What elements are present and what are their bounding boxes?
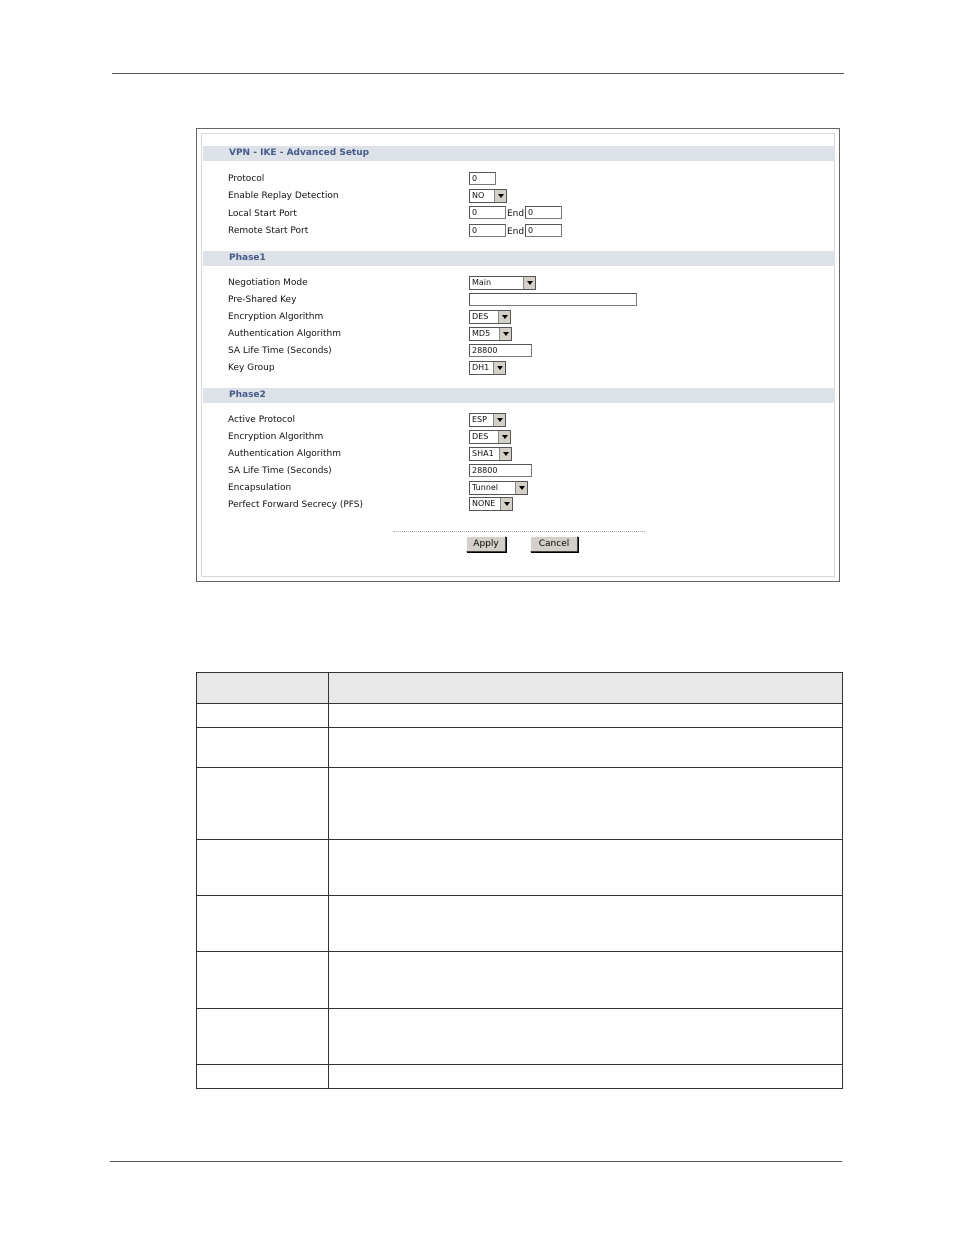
table-header-row (197, 673, 843, 704)
pfs-value: NONE (472, 499, 496, 508)
chevron-down-icon (494, 190, 506, 202)
key-group-value: DH1 (472, 363, 490, 372)
remote-end-label: End (507, 227, 525, 237)
cancel-button[interactable]: Cancel (530, 536, 578, 552)
local-start-port-input[interactable]: 0 (469, 206, 506, 219)
negotiation-mode-label: Negotiation Mode (228, 278, 308, 288)
remote-start-port-label: Remote Start Port (228, 226, 309, 236)
remote-start-port-input[interactable]: 0 (469, 224, 506, 237)
table-cell (197, 728, 329, 768)
table-cell (329, 952, 843, 1009)
table-cell (197, 840, 329, 896)
p1-sa-life-label: SA Life Time (Seconds) (228, 346, 332, 356)
p1-sa-life-input[interactable]: 28800 (469, 344, 532, 357)
table-cell (197, 952, 329, 1009)
key-group-select[interactable] (469, 361, 506, 375)
remote-end-port-input[interactable]: 0 (525, 224, 562, 237)
table-row (197, 952, 843, 1009)
table-row (197, 1009, 843, 1065)
section-header-phase1: Phase1 (203, 251, 835, 266)
chevron-down-icon (500, 498, 512, 510)
table-cell (329, 1009, 843, 1065)
table-row (197, 704, 843, 728)
table-row (197, 1065, 843, 1089)
table-row (197, 840, 843, 896)
p2-encryption-value: DES (472, 432, 489, 441)
active-protocol-label: Active Protocol (228, 415, 295, 425)
p1-encryption-label: Encryption Algorithm (228, 312, 324, 322)
table-cell (329, 768, 843, 840)
section-header-phase2: Phase2 (203, 388, 835, 403)
active-protocol-select[interactable] (469, 413, 506, 427)
table-row (197, 896, 843, 952)
encapsulation-value: Tunnel (472, 483, 499, 492)
replay-detection-value: NO (472, 191, 485, 200)
p1-encryption-select[interactable] (469, 310, 511, 324)
button-divider (393, 531, 645, 532)
protocol-label: Protocol (228, 174, 265, 184)
pre-shared-key-input[interactable] (469, 293, 637, 306)
replay-detection-select[interactable] (469, 189, 507, 203)
p2-sa-life-label: SA Life Time (Seconds) (228, 466, 332, 476)
protocol-input[interactable]: 0 (469, 172, 496, 185)
local-end-port-input[interactable]: 0 (525, 206, 562, 219)
chevron-down-icon (499, 328, 511, 340)
p2-encryption-label: Encryption Algorithm (228, 432, 324, 442)
p1-authentication-value: MD5 (472, 329, 491, 338)
pfs-select[interactable] (469, 497, 513, 511)
active-protocol-value: ESP (472, 415, 487, 424)
table-cell (197, 896, 329, 952)
table-cell (329, 1065, 843, 1089)
header-rule (112, 73, 844, 74)
p2-authentication-value: SHA1 (472, 449, 494, 458)
chevron-down-icon (523, 277, 535, 289)
table-cell (197, 1065, 329, 1089)
table-header-cell (329, 673, 843, 704)
local-end-label: End (507, 209, 525, 219)
chevron-down-icon (499, 448, 511, 460)
table-cell (329, 896, 843, 952)
table-cell (329, 728, 843, 768)
footer-rule (110, 1161, 842, 1162)
encapsulation-select[interactable] (469, 481, 528, 495)
table-cell (197, 704, 329, 728)
negotiation-mode-value: Main (472, 278, 492, 287)
p1-encryption-value: DES (472, 312, 489, 321)
chevron-down-icon (515, 482, 527, 494)
chevron-down-icon (498, 431, 510, 443)
pfs-label: Perfect Forward Secrecy (PFS) (228, 500, 363, 510)
table-header-cell (197, 673, 329, 704)
table-cell (197, 1009, 329, 1065)
p2-sa-life-input[interactable]: 28800 (469, 464, 532, 477)
field-description-table (196, 672, 843, 1089)
local-start-port-label: Local Start Port (228, 209, 297, 219)
key-group-label: Key Group (228, 363, 275, 373)
chevron-down-icon (498, 311, 510, 323)
chevron-down-icon (493, 362, 505, 374)
table-cell (329, 840, 843, 896)
apply-button[interactable]: Apply (466, 536, 506, 552)
table-row (197, 728, 843, 768)
p2-authentication-select[interactable] (469, 447, 512, 461)
table-cell (329, 704, 843, 728)
chevron-down-icon (493, 414, 505, 426)
replay-detection-label: Enable Replay Detection (228, 191, 339, 201)
p1-authentication-label: Authentication Algorithm (228, 329, 342, 339)
p2-encryption-select[interactable] (469, 430, 511, 444)
table-row (197, 768, 843, 840)
table-cell (197, 768, 329, 840)
p1-authentication-select[interactable] (469, 327, 512, 341)
section-header-advanced-setup: VPN - IKE - Advanced Setup (203, 146, 835, 161)
negotiation-mode-select[interactable] (469, 276, 536, 290)
p2-authentication-label: Authentication Algorithm (228, 449, 342, 459)
encapsulation-label: Encapsulation (228, 483, 292, 493)
pre-shared-key-label: Pre-Shared Key (228, 295, 297, 305)
